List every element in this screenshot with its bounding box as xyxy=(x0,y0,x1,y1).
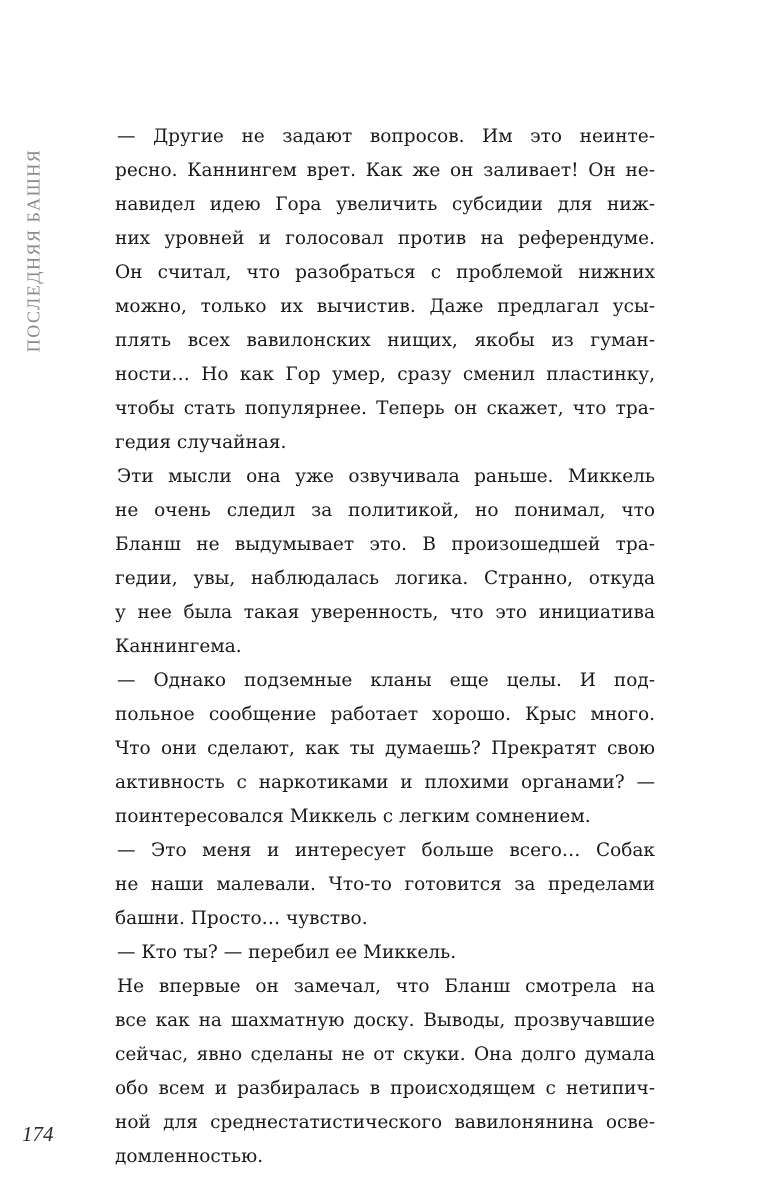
text-line: ной для среднестатистического вавилонянина осве- xyxy=(115,1112,655,1133)
text-line: ности… Но как Гор умер, сразу сменил пластинку, xyxy=(115,364,655,385)
text-line: гедии, увы, наблюдалась логика. Странно, откуда xyxy=(115,568,655,589)
text-line: активность с наркотиками и плохими органами? — xyxy=(115,772,655,793)
text-line: навидел идею Гора увеличить субсидии для ниж- xyxy=(115,194,655,215)
text-line: Не впервые он замечал, что Бланш смотрела на xyxy=(117,976,655,997)
text-line: — Однако подземные кланы еще целы. И под- xyxy=(117,670,655,691)
text-line: Эти мысли она уже озвучивала раньше. Миккель xyxy=(117,466,655,487)
text-line: не очень следил за политикой, но понимал, что xyxy=(115,500,655,521)
text-line: — Другие не задают вопросов. Им это неинте- xyxy=(117,126,655,147)
text-line: ресно. Каннингем врет. Как же он заливает! Он не- xyxy=(115,160,655,181)
text-line: Каннингема. xyxy=(115,636,242,657)
text-line: Он считал, что разобраться с проблемой нижних xyxy=(115,262,655,283)
text-line: плять всех вавилонских нищих, якобы из гуман- xyxy=(115,330,655,351)
text-line: чтобы стать популярнее. Теперь он скажет, что тра- xyxy=(115,398,655,419)
text-line: польное сообщение работает хорошо. Крыс много. xyxy=(115,704,655,725)
text-line: домленностью. xyxy=(115,1146,264,1167)
text-line: поинтересовался Миккель с легким сомнением. xyxy=(115,806,591,827)
text-line: башни. Просто… чувство. xyxy=(115,908,368,929)
text-line: все как на шахматную доску. Выводы, прозвучавшие xyxy=(115,1010,655,1031)
text-line: Что они сделают, как ты думаешь? Прекратят свою xyxy=(115,738,655,759)
page-number: 174 xyxy=(22,1122,54,1146)
text-line: — Кто ты? — перебил ее Миккель. xyxy=(117,942,457,963)
text-line: них уровней и голосовал против на референдуме. xyxy=(115,228,655,249)
text-line: Бланш не выдумывает это. В произошедшей тра- xyxy=(115,534,655,555)
body-text xyxy=(115,120,655,1174)
text-line: — Это меня и интересует больше всего… Собак xyxy=(117,840,655,861)
text-line: не наши малевали. Что-то готовится за пределами xyxy=(115,874,655,895)
text-line: обо всем и разбиралась в происходящем с нетипич- xyxy=(115,1078,655,1099)
text-line: можно, только их вычистив. Даже предлагал усы- xyxy=(115,296,655,317)
running-head xyxy=(20,132,48,368)
text-line: гедия случайная. xyxy=(115,432,287,453)
text-line: у нее была такая уверенность, что это инициатива xyxy=(115,602,655,623)
running-head-title: ПОСЛЕДНЯЯ БАШНЯ xyxy=(23,148,44,352)
text-line: сейчас, явно сделаны не от скуки. Она долго думала xyxy=(115,1044,655,1065)
